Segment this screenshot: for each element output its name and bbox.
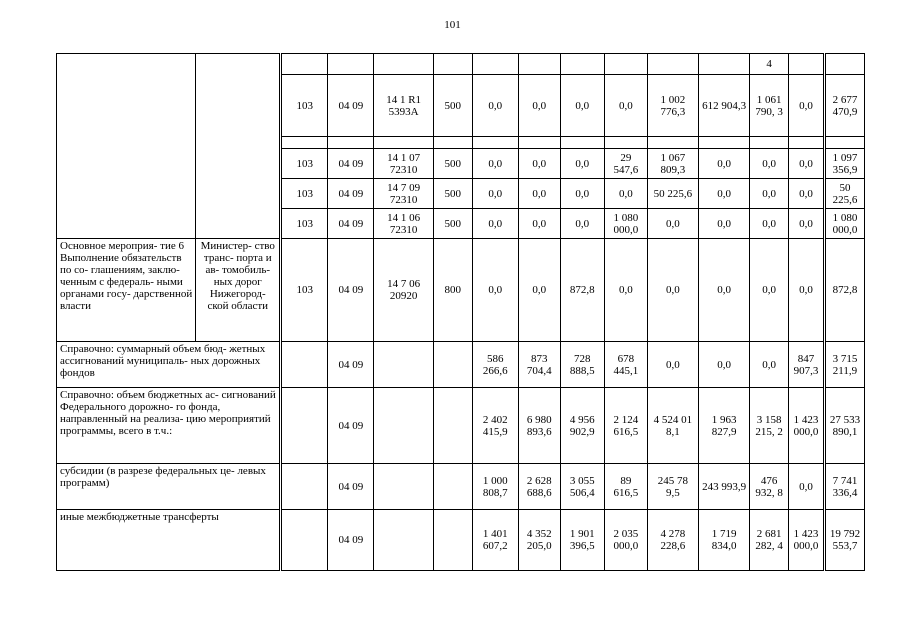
value-cell: 0,0 <box>699 239 750 342</box>
vr-cell <box>433 388 472 464</box>
value-cell <box>518 137 560 149</box>
csr-cell <box>374 54 433 75</box>
value-cell: 0,0 <box>518 239 560 342</box>
csr-cell: 14 1 07 72310 <box>374 149 433 179</box>
vr-cell: 500 <box>433 75 472 137</box>
csr-cell <box>374 342 433 388</box>
csr-cell <box>374 388 433 464</box>
value-cell: 0,0 <box>472 209 518 239</box>
value-cell: 0,0 <box>750 149 789 179</box>
total-cell: 50 225,6 <box>824 179 864 209</box>
value-cell: 0,0 <box>789 75 825 137</box>
row-name: Справочно: объем бюджетных ас- сигнований Федерального дорожно- го фонда, направленный на реализа- цию мероприятий программы, всего в т.ч.: <box>57 388 281 464</box>
total-cell: 1 097 356,9 <box>824 149 864 179</box>
value-cell: 0,0 <box>604 179 647 209</box>
total-cell: 872,8 <box>824 239 864 342</box>
row-org: Министер- ство транс- порта и ав- томобиль- ных дорог Нижегород- ской области <box>196 239 281 342</box>
value-cell: 1 067 809,3 <box>647 149 698 179</box>
value-cell: 0,0 <box>472 149 518 179</box>
value-cell: 1 719 834,0 <box>699 510 750 571</box>
table-row <box>57 388 865 464</box>
value-cell <box>518 54 560 75</box>
rzpr-cell: 04 09 <box>328 239 374 342</box>
value-cell <box>472 54 518 75</box>
value-cell: 476 932, 8 <box>750 464 789 510</box>
value-cell <box>699 54 750 75</box>
value-cell <box>604 54 647 75</box>
rzpr-cell: 04 09 <box>328 179 374 209</box>
value-cell: 0,0 <box>699 342 750 388</box>
value-cell: 678 445,1 <box>604 342 647 388</box>
rzpr-cell: 04 09 <box>328 342 374 388</box>
csr-cell: 14 1 06 72310 <box>374 209 433 239</box>
value-cell <box>647 137 698 149</box>
table-row <box>57 342 865 388</box>
vr-cell <box>433 54 472 75</box>
value-cell: 0,0 <box>472 75 518 137</box>
value-cell: 0,0 <box>560 179 604 209</box>
value-cell: 0,0 <box>699 179 750 209</box>
total-cell <box>824 54 864 75</box>
grbs-cell <box>281 54 328 75</box>
table-row <box>57 464 865 510</box>
value-cell: 0,0 <box>750 239 789 342</box>
grbs-cell <box>281 137 328 149</box>
value-cell <box>789 137 825 149</box>
value-cell: 4 352 205,0 <box>518 510 560 571</box>
rzpr-cell: 04 09 <box>328 388 374 464</box>
grbs-cell <box>281 510 328 571</box>
value-cell: 29 547,6 <box>604 149 647 179</box>
value-cell: 0,0 <box>560 209 604 239</box>
value-cell <box>699 137 750 149</box>
value-cell: 612 904,3 <box>699 75 750 137</box>
csr-cell: 14 1 R1 5393A <box>374 75 433 137</box>
table-row <box>57 510 865 571</box>
value-cell: 245 78 9,5 <box>647 464 698 510</box>
value-cell: 3 055 506,4 <box>560 464 604 510</box>
value-cell <box>789 54 825 75</box>
value-cell: 1 401 607,2 <box>472 510 518 571</box>
csr-cell: 14 7 09 72310 <box>374 179 433 209</box>
csr-cell <box>374 464 433 510</box>
value-cell: 847 907,3 <box>789 342 825 388</box>
value-cell: 0,0 <box>699 149 750 179</box>
value-cell: 6 980 893,6 <box>518 388 560 464</box>
value-cell: 0,0 <box>789 209 825 239</box>
value-cell <box>647 54 698 75</box>
csr-cell <box>374 137 433 149</box>
table-row <box>57 54 865 75</box>
value-cell: 4 <box>750 54 789 75</box>
value-cell: 243 993,9 <box>699 464 750 510</box>
value-cell: 0,0 <box>789 149 825 179</box>
value-cell: 0,0 <box>789 239 825 342</box>
value-cell: 4 278 228,6 <box>647 510 698 571</box>
value-cell: 2 124 616,5 <box>604 388 647 464</box>
value-cell: 0,0 <box>472 179 518 209</box>
vr-cell <box>433 342 472 388</box>
row-name: субсидии (в разрезе федеральных це- левых программ) <box>57 464 281 510</box>
vr-cell <box>433 464 472 510</box>
row-name: Основное мероприя- тие 6 Выполнение обязательств по со- глашениям, заклю- ченным с федераль- ными органами госу- дарственной власти <box>57 239 196 342</box>
total-cell: 2 677 470,9 <box>824 75 864 137</box>
value-cell: 2 681 282, 4 <box>750 510 789 571</box>
value-cell: 728 888,5 <box>560 342 604 388</box>
total-cell: 1 080 000,0 <box>824 209 864 239</box>
total-cell <box>824 137 864 149</box>
vr-cell: 500 <box>433 149 472 179</box>
value-cell: 1 061 790, 3 <box>750 75 789 137</box>
value-cell: 1 423 000,0 <box>789 388 825 464</box>
value-cell: 1 080 000,0 <box>604 209 647 239</box>
rzpr-cell: 04 09 <box>328 510 374 571</box>
vr-cell <box>433 137 472 149</box>
grbs-cell: 103 <box>281 75 328 137</box>
value-cell: 0,0 <box>518 75 560 137</box>
value-cell: 0,0 <box>750 209 789 239</box>
rzpr-cell: 04 09 <box>328 209 374 239</box>
value-cell: 1 963 827,9 <box>699 388 750 464</box>
rzpr-cell <box>328 137 374 149</box>
rzpr-cell: 04 09 <box>328 75 374 137</box>
value-cell: 0,0 <box>560 75 604 137</box>
row-name-blank <box>57 54 196 239</box>
total-cell: 7 741 336,4 <box>824 464 864 510</box>
value-cell: 1 423 000,0 <box>789 510 825 571</box>
value-cell: 2 402 415,9 <box>472 388 518 464</box>
value-cell: 0,0 <box>518 179 560 209</box>
vr-cell <box>433 510 472 571</box>
value-cell: 0,0 <box>699 209 750 239</box>
value-cell: 1 000 808,7 <box>472 464 518 510</box>
csr-cell <box>374 510 433 571</box>
value-cell <box>472 137 518 149</box>
vr-cell: 500 <box>433 179 472 209</box>
value-cell: 50 225,6 <box>647 179 698 209</box>
value-cell: 0,0 <box>604 75 647 137</box>
value-cell: 0,0 <box>560 149 604 179</box>
value-cell: 0,0 <box>518 149 560 179</box>
rzpr-cell: 04 09 <box>328 149 374 179</box>
grbs-cell: 103 <box>281 179 328 209</box>
value-cell: 872,8 <box>560 239 604 342</box>
row-org-blank <box>196 54 281 239</box>
row-name: Справочно: суммарный объем бюд- жетных ассигнований муниципаль- ных дорожных фондов <box>57 342 281 388</box>
value-cell: 89 616,5 <box>604 464 647 510</box>
total-cell: 19 792 553,7 <box>824 510 864 571</box>
value-cell: 0,0 <box>647 342 698 388</box>
value-cell: 0,0 <box>647 209 698 239</box>
vr-cell: 800 <box>433 239 472 342</box>
value-cell: 0,0 <box>518 209 560 239</box>
value-cell: 0,0 <box>750 342 789 388</box>
vr-cell: 500 <box>433 209 472 239</box>
page-number: 101 <box>444 19 461 31</box>
value-cell <box>604 137 647 149</box>
total-cell: 3 715 211,9 <box>824 342 864 388</box>
csr-cell: 14 7 06 20920 <box>374 239 433 342</box>
grbs-cell: 103 <box>281 239 328 342</box>
grbs-cell <box>281 342 328 388</box>
value-cell: 873 704,4 <box>518 342 560 388</box>
budget-table <box>56 53 865 571</box>
value-cell: 1 901 396,5 <box>560 510 604 571</box>
value-cell <box>750 137 789 149</box>
value-cell: 0,0 <box>472 239 518 342</box>
value-cell: 4 956 902,9 <box>560 388 604 464</box>
grbs-cell <box>281 388 328 464</box>
value-cell: 2 628 688,6 <box>518 464 560 510</box>
total-cell: 27 533 890,1 <box>824 388 864 464</box>
grbs-cell <box>281 464 328 510</box>
value-cell: 0,0 <box>789 464 825 510</box>
value-cell: 1 002 776,3 <box>647 75 698 137</box>
rzpr-cell: 04 09 <box>328 464 374 510</box>
value-cell: 0,0 <box>789 179 825 209</box>
value-cell: 0,0 <box>750 179 789 209</box>
table-row <box>57 239 865 342</box>
value-cell: 586 266,6 <box>472 342 518 388</box>
row-name: иные межбюджетные трансферты <box>57 510 281 571</box>
value-cell <box>560 54 604 75</box>
value-cell: 0,0 <box>647 239 698 342</box>
value-cell <box>560 137 604 149</box>
value-cell: 3 158 215, 2 <box>750 388 789 464</box>
value-cell: 2 035 000,0 <box>604 510 647 571</box>
grbs-cell: 103 <box>281 149 328 179</box>
value-cell: 0,0 <box>604 239 647 342</box>
value-cell: 4 524 01 8,1 <box>647 388 698 464</box>
rzpr-cell <box>328 54 374 75</box>
grbs-cell: 103 <box>281 209 328 239</box>
